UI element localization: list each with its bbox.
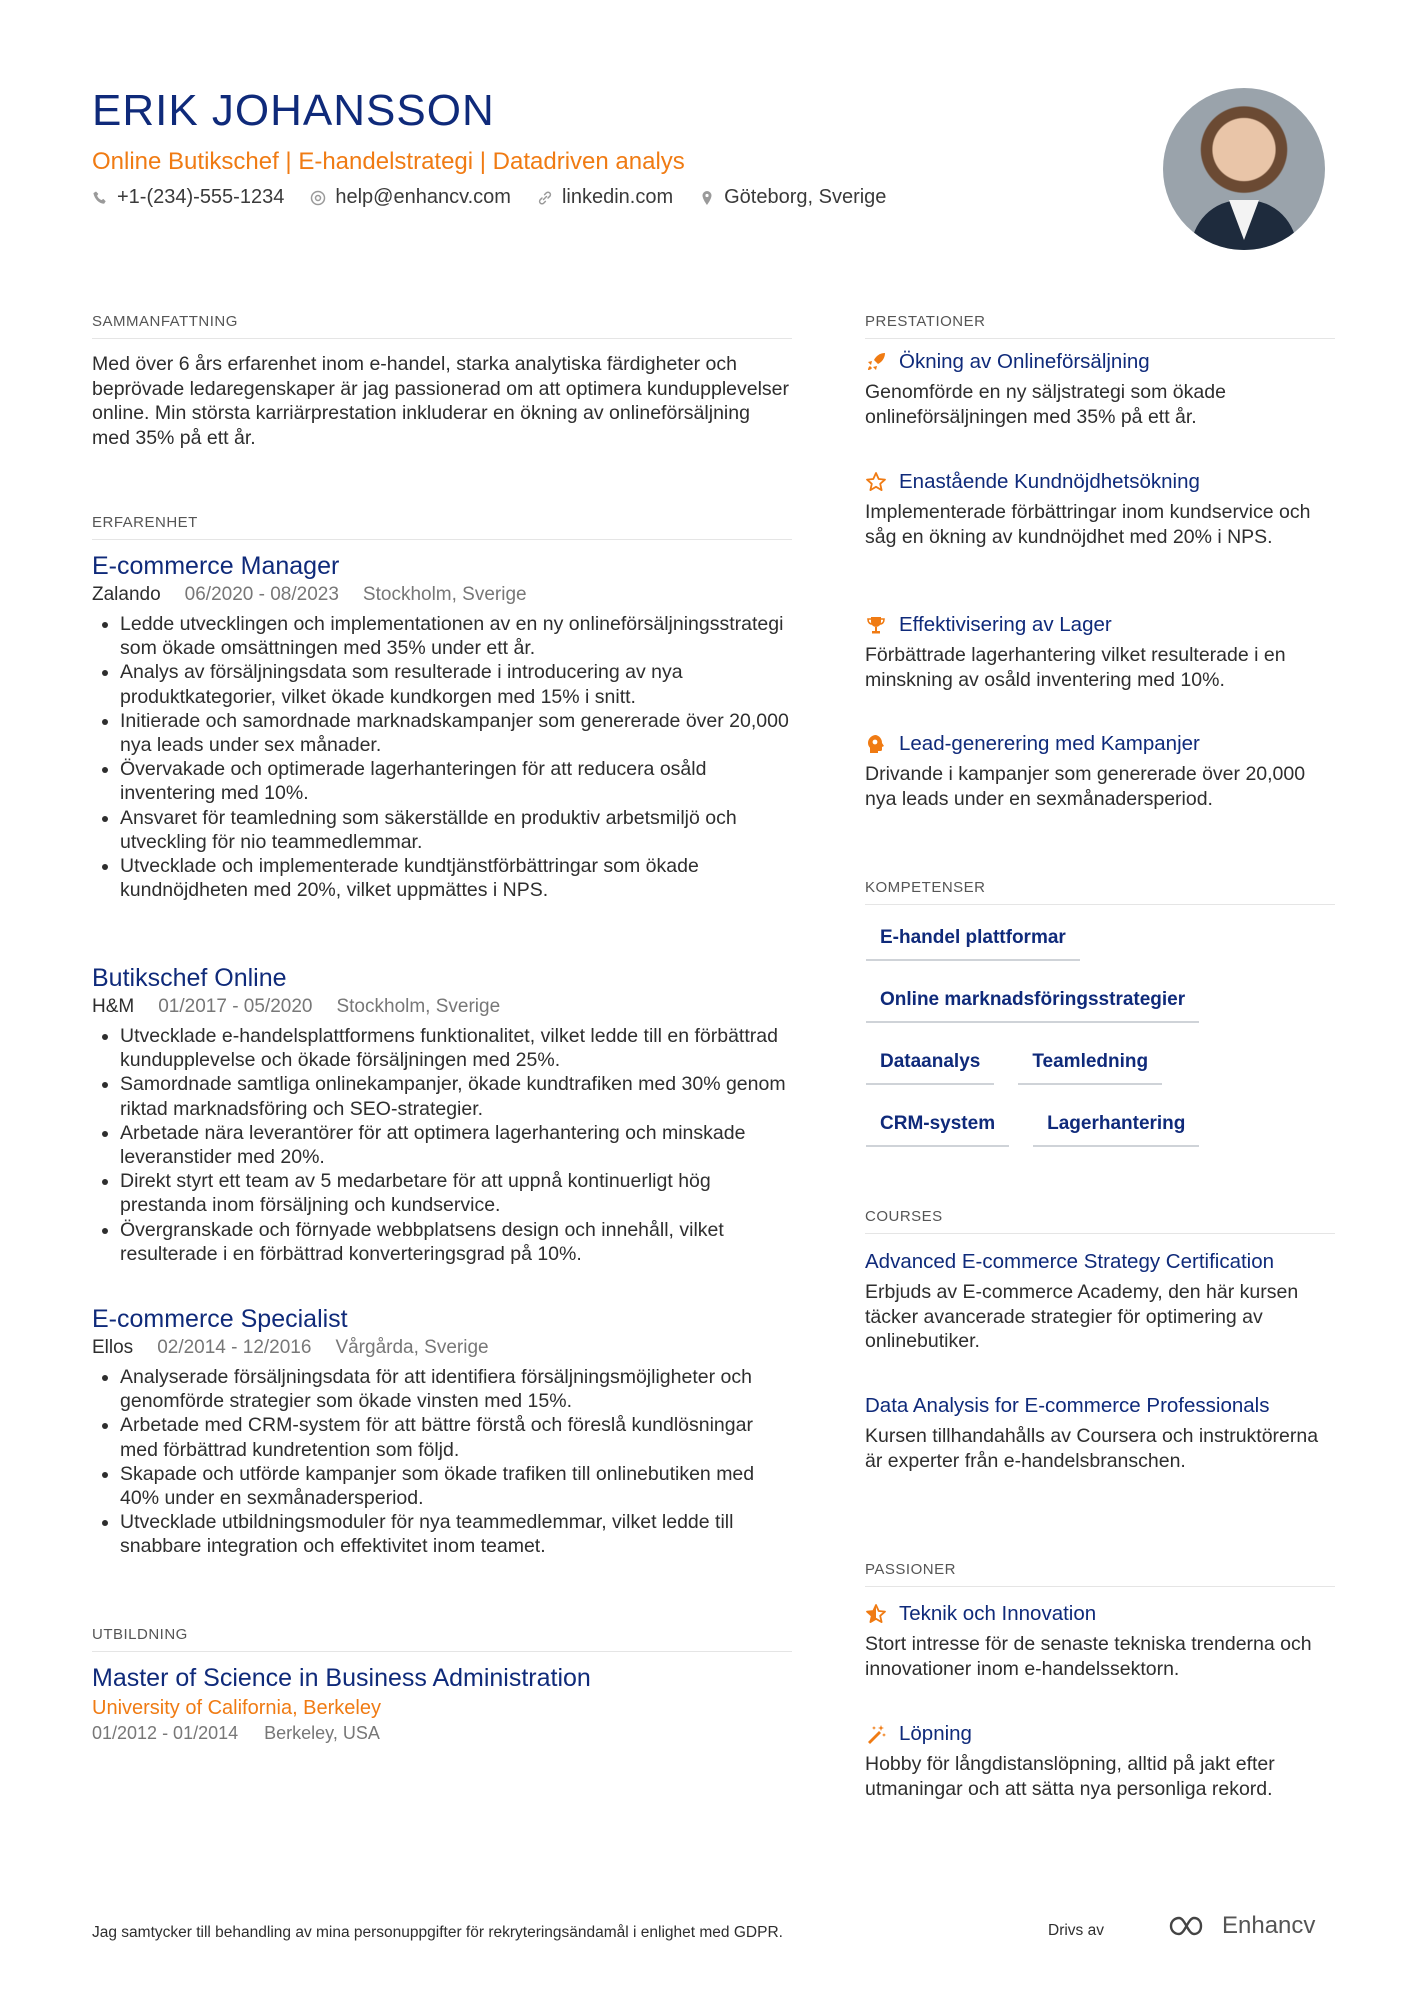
- location-pin-icon: [699, 190, 715, 206]
- job-location: Stockholm, Sverige: [362, 584, 527, 605]
- skill-tag: Teamledning: [1018, 1051, 1162, 1085]
- course-title: Data Analysis for E-commerce Professionals: [865, 1394, 1270, 1417]
- job-company: Ellos: [92, 1337, 134, 1358]
- contact-linkedin[interactable]: [537, 186, 673, 209]
- passion-desc: Hobby för långdistanslöpning, alltid på jakt efter utmaningar och att sätta nya personliga rekord.: [865, 1753, 1275, 1800]
- contact-location: [699, 186, 886, 209]
- school-name: University of California, Berkeley: [92, 1697, 381, 1719]
- contact-bar: [92, 186, 886, 209]
- job-location: Vårgårda, Sverige: [335, 1337, 489, 1358]
- skill-tag: E-handel plattformar: [866, 927, 1080, 961]
- course-desc: Kursen tillhandahålls av Coursera och instruktörerna är experter från e-handelsbranschen.: [865, 1425, 1319, 1472]
- job-title: Butikschef Online: [92, 964, 287, 992]
- course-desc: Erbjuds av E-commerce Academy, den här kursen täcker avancerade strategier för optimering av onlinebutiker.: [865, 1281, 1299, 1352]
- job-dates: 01/2017 - 05/2020: [158, 996, 313, 1017]
- job-bullet: • Utvecklade e-handelsplattformens funktionalitet, vilket ledde till en förbättrad kundupplevelse och ökade försäljningen med 25%.: [120, 1024, 792, 1072]
- passion-title: Löpning: [899, 1722, 972, 1745]
- job-bullet: • Skapade och utförde kampanjer som ökade trafiken till onlinebutiken med 40% under en sexmånadersperiod.: [120, 1462, 792, 1510]
- job-company: H&M: [92, 996, 135, 1017]
- job-bullet: • Övervakade och optimerade lagerhanteringen för att reducera osåld inventering med 10%.: [120, 757, 792, 805]
- achievement-desc: Genomförde en ny säljstrategi som ökade onlineförsäljningen med 35% på ett år.: [865, 381, 1226, 428]
- achievement-title: Effektivisering av Lager: [899, 613, 1112, 636]
- skill-row: [866, 1113, 1346, 1147]
- magic-wand-icon: [865, 1723, 887, 1745]
- course-item: [865, 1250, 1335, 1354]
- head-idea-icon: [865, 733, 887, 755]
- job-bullet: • Övergranskade och förnyade webbplatsens design och innehåll, vilket resulterade i en förbättrad konverteringsgrad på 10%.: [120, 1218, 792, 1266]
- job-bullet: • Arbetade nära leverantörer för att optimera lagerhantering och minskade leveranstider med 20%.: [120, 1121, 792, 1169]
- job-meta: [92, 1337, 792, 1359]
- trophy-icon: [865, 614, 887, 636]
- job-bullet: • Samordnade samtliga onlinekampanjer, ökade kundtrafiken med 30% genom riktad marknadsföring och SEO-strategier.: [120, 1072, 792, 1120]
- skill-tag: CRM-system: [866, 1113, 1009, 1147]
- job-location: Stockholm, Sverige: [336, 996, 501, 1017]
- skill-tag: Dataanalys: [866, 1051, 994, 1085]
- achievement-desc: Drivande i kampanjer som genererade över 20,000 nya leads under en sexmånadersperiod.: [865, 763, 1306, 810]
- section-divider: [92, 1651, 792, 1652]
- contact-email[interactable]: [310, 186, 511, 209]
- rocket-icon: [865, 351, 887, 373]
- experience-entry: [92, 1305, 792, 1559]
- star-icon: [865, 471, 887, 493]
- achievement-item: [865, 350, 1335, 429]
- education-meta: [92, 1723, 792, 1744]
- job-meta: [92, 584, 792, 606]
- job-dates: 02/2014 - 12/2016: [157, 1337, 312, 1358]
- section-divider: [865, 1586, 1335, 1587]
- phone-text: +1-(234)-555-1234: [117, 186, 285, 208]
- job-bullet: • Analys av försäljningsdata som resulterade i introducering av nya produktkategorier, vilket ökade kundkorgen med 15% i snitt.: [120, 660, 792, 708]
- phone-icon: [92, 190, 108, 206]
- achievement-desc: Förbättrade lagerhantering vilket resulterade i en minskning av osåld inventering med 10%.: [865, 644, 1286, 691]
- section-divider: [865, 904, 1335, 905]
- section-divider: [865, 338, 1335, 339]
- candidate-tagline: Online Butikschef | E-handelstrategi | Datadriven analys: [92, 148, 685, 175]
- job-meta: [92, 996, 792, 1018]
- achievement-desc: Implementerade förbättringar inom kundservice och såg en ökning av kundnöjdhet med 20% i NPS.: [865, 501, 1311, 548]
- achievement-title: Lead-generering med Kampanjer: [899, 732, 1200, 755]
- job-bullet: • Utvecklade utbildningsmoduler för nya teammedlemmar, vilket ledde till snabbare integration och effektivitet inom teamet.: [120, 1510, 792, 1558]
- section-heading-summary: SAMMANFATTNING: [92, 313, 238, 330]
- job-title: E-commerce Specialist: [92, 1305, 348, 1333]
- job-bullet: • Initierade och samordnade marknadskampanjer som genererade över 20,000 nya leads under sex månader.: [120, 709, 792, 757]
- section-heading-achievements: PRESTATIONER: [865, 313, 986, 330]
- brand-name: Enhancv: [1222, 1912, 1316, 1939]
- star-half-icon: [865, 1603, 887, 1625]
- section-divider: [92, 539, 792, 540]
- achievement-item: [865, 470, 1335, 549]
- achievement-title: Ökning av Onlineförsäljning: [899, 350, 1150, 373]
- powered-by-label: Drivs av: [1048, 1922, 1104, 1939]
- profile-photo: [1163, 88, 1325, 250]
- job-bullets: [92, 1365, 792, 1559]
- section-heading-education: UTBILDNING: [92, 1626, 188, 1643]
- passion-item: [865, 1722, 1335, 1801]
- achievement-item: [865, 613, 1335, 692]
- job-bullet: • Analyserade försäljningsdata för att identifiera försäljningsmöjligheter och genomförde strategier som ökade vinsten med 15%.: [120, 1365, 792, 1413]
- job-bullet: • Arbetade med CRM-system för att bättre förstå och föreslå kundlösningar med förbättrad kundretention som följd.: [120, 1413, 792, 1461]
- education-location: Berkeley, USA: [264, 1723, 380, 1743]
- job-bullet: • Utvecklade och implementerade kundtjänstförbättringar som ökade kundnöjdheten med 20%, vilket uppmättes i NPS.: [120, 854, 792, 902]
- section-heading-experience: ERFARENHET: [92, 514, 198, 531]
- candidate-name: ERIK JOHANSSON: [92, 86, 495, 135]
- job-bullet: • Direkt styrt ett team av 5 medarbetare för att uppnå kontinuerligt hög prestanda inom försäljning och kundservice.: [120, 1169, 792, 1217]
- section-heading-courses: COURSES: [865, 1208, 943, 1225]
- achievement-title: Enastående Kundnöjdhetsökning: [899, 470, 1200, 493]
- at-sign-icon: [310, 190, 326, 206]
- section-heading-skills: KOMPETENSER: [865, 879, 986, 896]
- email-text[interactable]: help@enhancv.com: [335, 186, 511, 208]
- job-bullet: • Ansvaret för teamledning som säkerställde en produktiv arbetsmiljö och utveckling för nio teammedlemmar.: [120, 806, 792, 854]
- skill-row: [866, 1051, 1346, 1085]
- achievement-item: [865, 732, 1335, 811]
- job-dates: 06/2020 - 08/2023: [184, 584, 339, 605]
- summary-text: Med över 6 års erfarenhet inom e-handel, starka analytiska färdigheter och beprövade ledaregenskaper är jag passionerad om att optimera kundupplevelser online. Min största karriärprestation inkluderar en ökning av onlineförsäljning med 35% på ett år.: [92, 353, 790, 449]
- enhancv-logo-icon: [1168, 1914, 1214, 1938]
- section-divider: [865, 1233, 1335, 1234]
- course-item: [865, 1394, 1335, 1473]
- linkedin-text[interactable]: linkedin.com: [561, 186, 674, 208]
- skill-tag: Lagerhantering: [1033, 1113, 1199, 1147]
- job-bullets: [92, 1024, 792, 1266]
- job-title: E-commerce Manager: [92, 552, 340, 580]
- passion-item: [865, 1602, 1335, 1681]
- skills-list: [866, 927, 1346, 1175]
- experience-entry: [92, 964, 792, 1266]
- link-icon: [537, 190, 553, 206]
- course-title: Advanced E-commerce Strategy Certification: [865, 1250, 1275, 1273]
- experience-entry: [92, 552, 792, 902]
- job-company: Zalando: [92, 584, 161, 605]
- job-bullets: [92, 612, 792, 902]
- degree-title: Master of Science in Business Administration: [92, 1664, 591, 1692]
- passion-desc: Stort intresse för de senaste tekniska trenderna och innovationer inom e-handelssektorn.: [865, 1633, 1312, 1680]
- skill-row: [866, 989, 1346, 1023]
- education-dates: 01/2012 - 01/2014: [92, 1723, 239, 1743]
- brand-logo[interactable]: [1168, 1912, 1315, 1940]
- skill-row: [866, 927, 1346, 961]
- education-entry: [92, 1664, 792, 1744]
- contact-phone: [92, 186, 284, 209]
- section-divider: [92, 338, 792, 339]
- skill-tag: Online marknadsföringsstrategier: [866, 989, 1199, 1023]
- passion-title: Teknik och Innovation: [899, 1602, 1097, 1625]
- section-heading-passions: PASSIONER: [865, 1561, 956, 1578]
- location-text: Göteborg, Sverige: [724, 186, 887, 208]
- gdpr-consent: Jag samtycker till behandling av mina personuppgifter för rekryteringsändamål i enlighet med GDPR.: [92, 1924, 783, 1941]
- job-bullet: • Ledde utvecklingen och implementationen av en ny onlineförsäljningsstrategi som ökade omsättningen med 35% under ett år.: [120, 612, 792, 660]
